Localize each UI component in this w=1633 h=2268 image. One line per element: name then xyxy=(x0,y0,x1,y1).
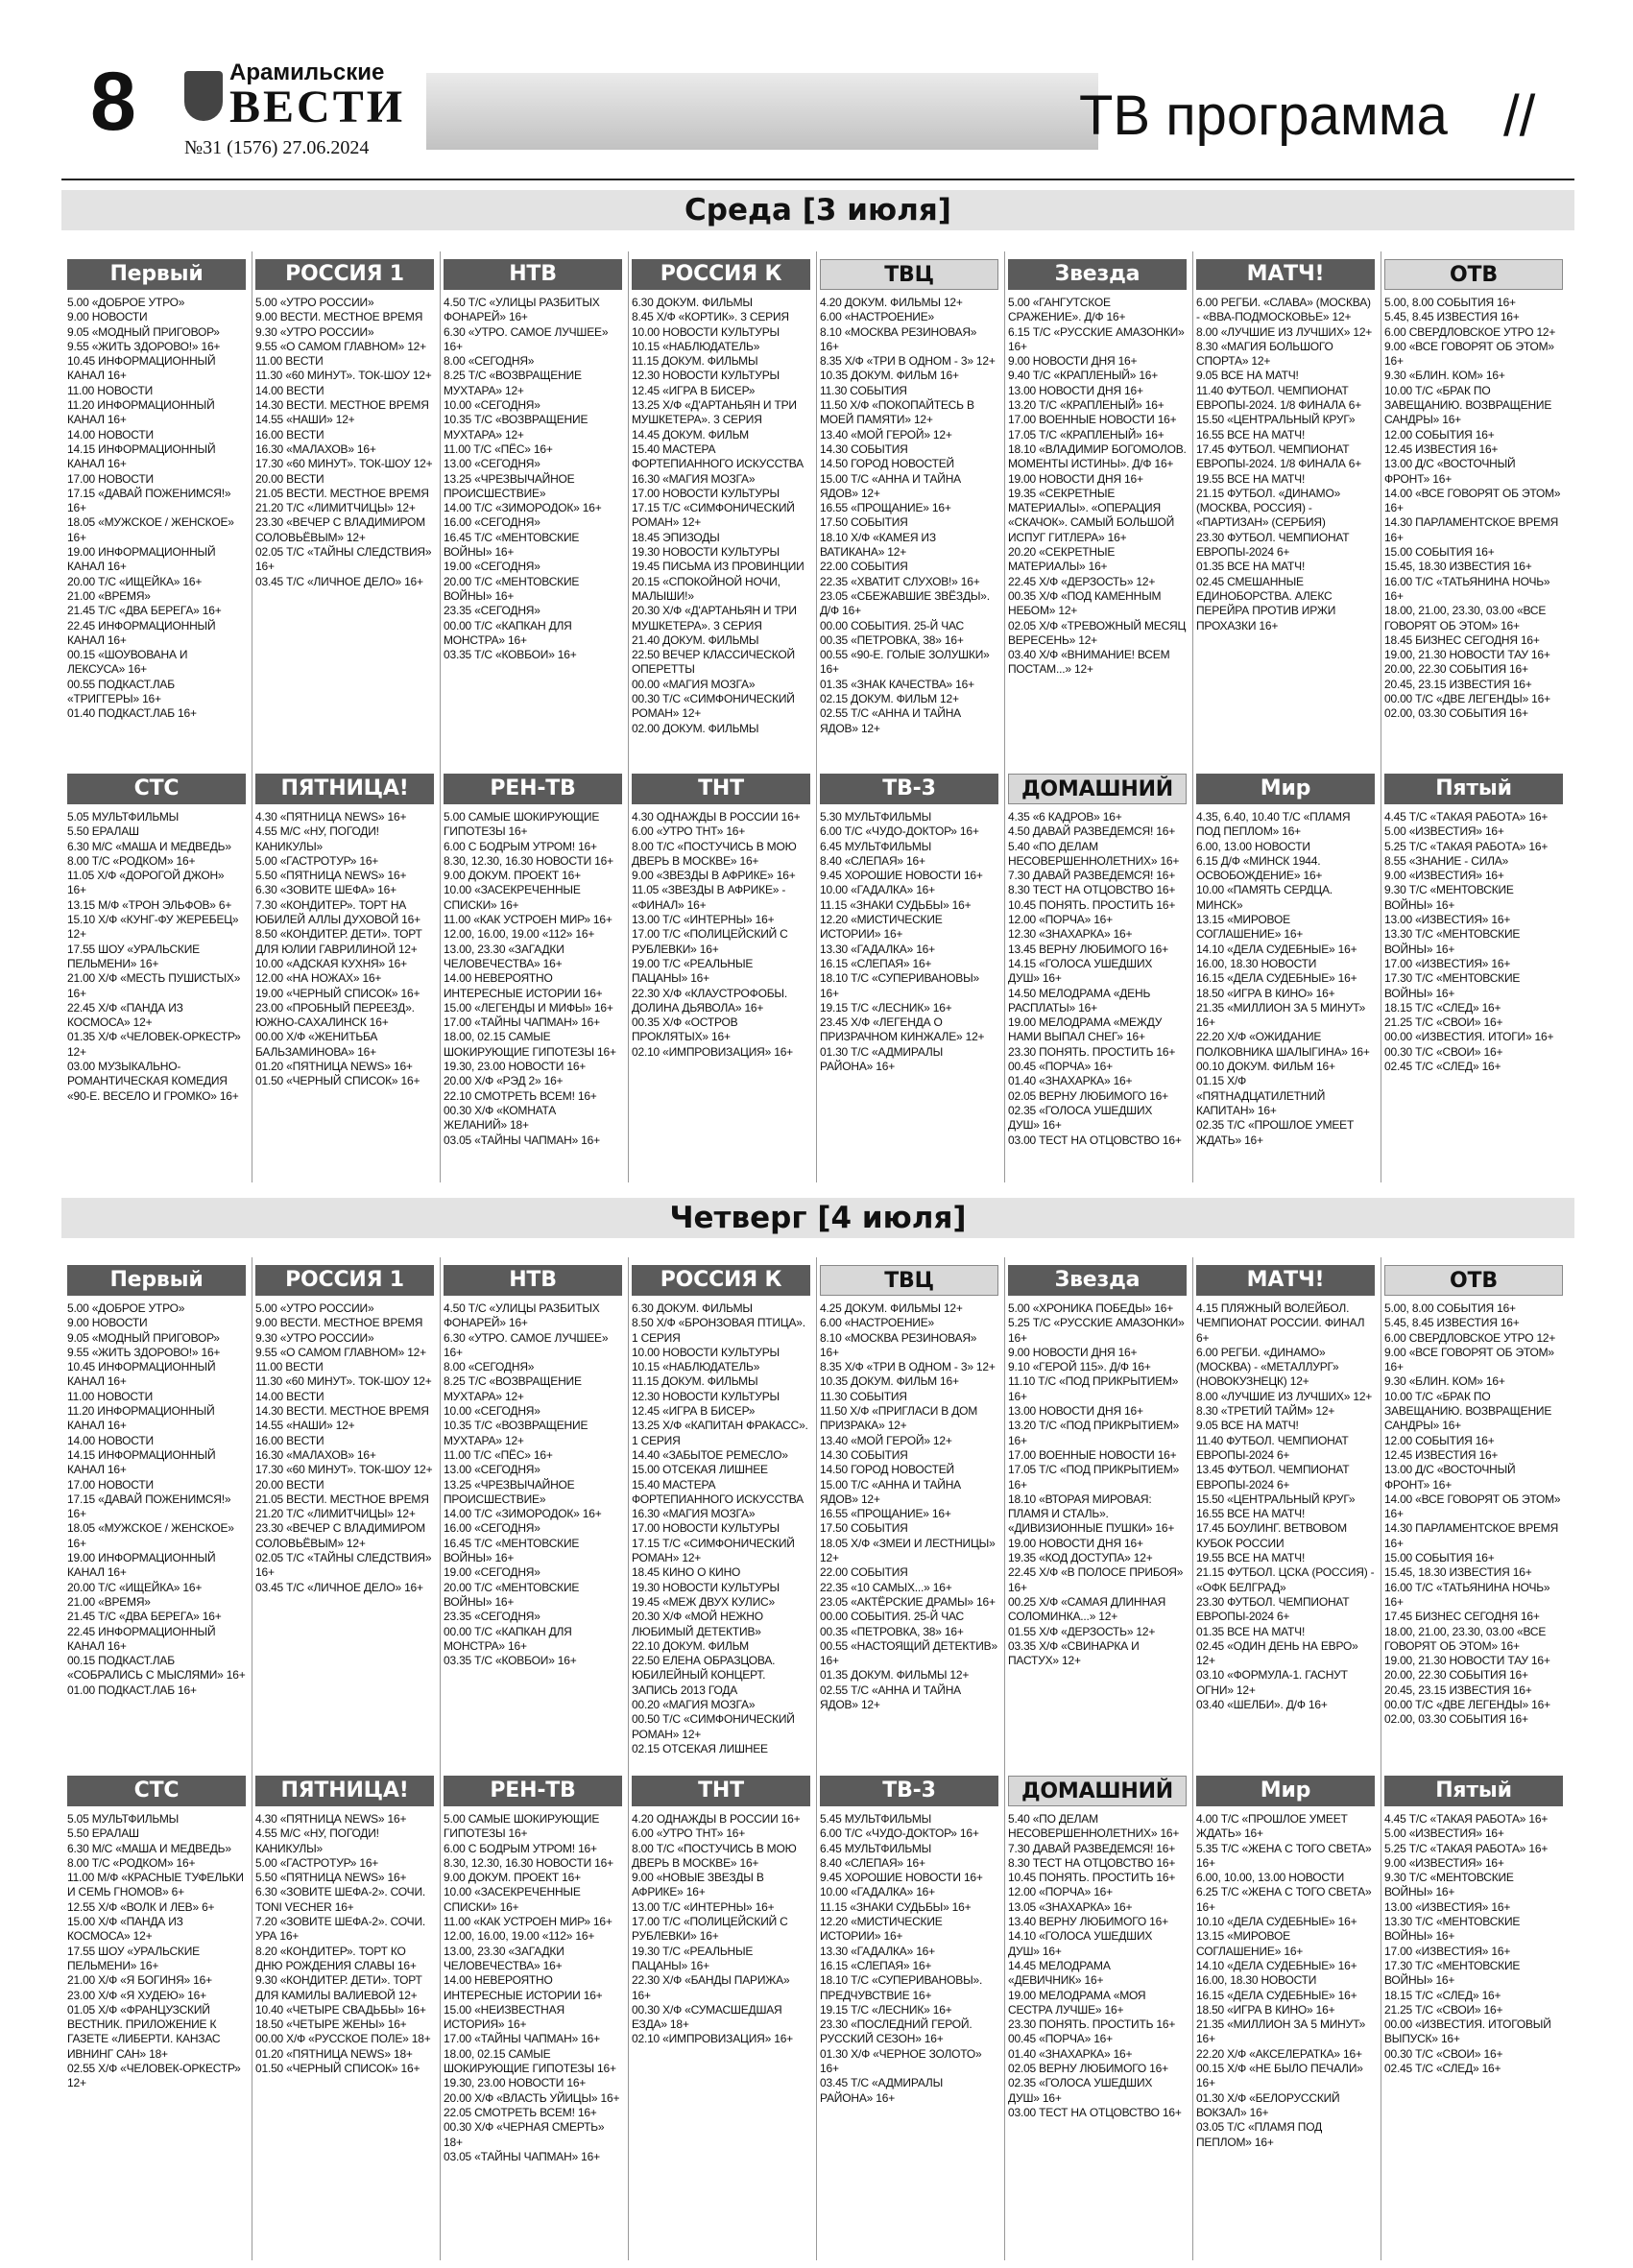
column-divider xyxy=(1004,251,1005,1182)
channel-column xyxy=(632,774,810,1060)
channel-column xyxy=(820,259,998,736)
program-list: 6.30 ДОКУМ. ФИЛЬМЫ 8.45 Х/Ф «КОРТИК». 3 СЕРИЯ 10.00 НОВОСТИ КУЛЬТУРЫ 10.15 «НАБЛЮДАТЕЛЬ» 11.15 ДОКУМ. ФИЛЬМЫ 12.30 НОВОСТИ КУЛЬТУРЫ 12.45 «ИГРА В БИСЕР» 13.25 Х/Ф «Д'АРТАНЬЯН И ТРИ МУШКЕТЕРА». 3 СЕРИЯ 14.45 ДОКУМ. ФИЛЬМ 15.40 МАСТЕРА ФОРТЕПИАННОГО ИСКУССТВА 16.30 «МАГИЯ МОЗГА» 17.00 НОВОСТИ КУЛЬТУРЫ 17.15 Т/С «СИМФОНИЧЕСКИЙ РОМАН» 12+ 18.45 ЭПИЗОДЫ 19.30 НОВОСТИ КУЛЬТУРЫ 19.45 ПИСЬМА ИЗ ПРОВИНЦИИ 20.15 «СПОКОЙНОЙ НОЧИ, МАЛЫШИ!» 20.30 Х/Ф «Д'АРТАНЬЯН И ТРИ МУШКЕТЕРА». 3 СЕРИЯ 21.40 ДОКУМ. ФИЛЬМЫ 22.50 ВЕЧЕР КЛАССИЧЕСКОЙ ОПЕРЕТТЫ 00.00 «МАГИЯ МОЗГА» 00.30 Т/С «СИМФОНИЧЕСКИЙ РОМАН» 12+ 02.00 ДОКУМ. ФИЛЬМЫ xyxy=(632,296,804,735)
program-list: 5.00 САМЫЕ ШОКИРУЮЩИЕ ГИПОТЕЗЫ 16+ 6.00 С БОДРЫМ УТРОМ! 16+ 8.30, 12.30, 16.30 НОВОСТИ 16+ 9.00 ДОКУМ. ПРОЕКТ 16+ 10.00 «ЗАСЕКРЕЧЕННЫЕ СПИСКИ» 16+ 11.00 «КАК УСТРОЕН МИР» 16+ 12.00, 16.00, 19.00 «112» 16+ 13.00, 23.30 «ЗАГАДКИ ЧЕЛОВЕЧЕСТВА» 16+ 14.00 НЕВЕРОЯТНО ИНТЕРЕСНЫЕ ИСТОРИИ 16+ 15.00 «ЛЕГЕНДЫ И МИФЫ» 16+ 17.00 «ТАЙНЫ ЧАПМАН» 16+ 18.00, 02.15 САМЫЕ ШОКИРУЮЩИЕ ГИПОТЕЗЫ 16+ 19.30, 23.00 НОВОСТИ 16+ 20.00 Х/Ф «РЭД 2» 16+ 22.10 СМОТРЕТЬ ВСЕМ! 16+ 00.30 Х/Ф «КОМНАТА ЖЕЛАНИЙ» 18+ 03.05 «ТАЙНЫ ЧАПМАН» 16+ xyxy=(444,810,616,1147)
program-list: 5.00, 8.00 СОБЫТИЯ 16+ 5.45, 8.45 ИЗВЕСТИЯ 16+ 6.00 СВЕРДЛОВСКОЕ УТРО 12+ 9.00 «ВСЕ ГОВОРЯТ ОБ ЭТОМ» 16+ 9.30 «БЛИН. КОМ» 16+ 10.00 Т/С «БРАК ПО ЗАВЕЩАНИЮ. ВОЗВРАЩЕНИЕ САНДРЫ» 16+ 12.00 СОБЫТИЯ 16+ 12.45 ИЗВЕСТИЯ 16+ 13.00 Д/С «ВОСТОЧНЫЙ ФРОНТ» 16+ 14.00 «ВСЕ ГОВОРЯТ ОБ ЭТОМ» 16+ 14.30 ПАРЛАМЕНТСКОЕ ВРЕМЯ 16+ 15.00 СОБЫТИЯ 16+ 15.45, 18.30 ИЗВЕСТИЯ 16+ 16.00 Т/С «ТАТЬЯНИНА НОЧЬ» 16+ 18.00, 21.00, 23.30, 03.00 «ВСЕ ГОВОРЯТ ОБ ЭТОМ» 16+ 18.45 БИЗНЕС СЕГОДНЯ 16+ 19.00, 21.30 НОВОСТИ ТАУ 16+ 20.00, 22.30 СОБЫТИЯ 16+ 20.45, 23.15 ИЗВЕСТИЯ 16+ 00.00 Т/С «ДВЕ ЛЕГЕНДЫ» 16+ 02.00, 03.30 СОБЫТИЯ 16+ xyxy=(1384,296,1561,721)
channel-column xyxy=(67,1265,246,1698)
program-list: 4.20 ДОКУМ. ФИЛЬМЫ 12+ 6.00 «НАСТРОЕНИЕ» 8.10 «МОСКВА РЕЗИНОВАЯ» 16+ 8.35 Х/Ф «ТРИ В ОДНОМ - 3» 12+ 10.35 ДОКУМ. ФИЛЬМ 16+ 11.30 СОБЫТИЯ 11.50 Х/Ф «ПОКОПАЙТЕСЬ В МОЕЙ ПАМЯТИ» 12+ 13.40 «МОЙ ГЕРОЙ» 12+ 14.30 СОБЫТИЯ 14.50 ГОРОД НОВОСТЕЙ 15.00 Т/С «АННА И ТАЙНА ЯДОВ» 12+ 16.55 «ПРОЩАНИЕ» 16+ 17.50 СОБЫТИЯ 18.10 Х/Ф «КАМЕЯ ИЗ ВАТИКАНА» 12+ 22.00 СОБЫТИЯ 22.35 «ХВАТИТ СЛУХОВ!» 16+ 23.05 «СБЕЖАВШИЕ ЗВЁЗДЫ». Д/Ф 16+ 00.00 СОБЫТИЯ. 25-Й ЧАС 00.35 «ПЕТРОВКА, 38» 16+ 00.55 «90-Е. ГОЛЫЕ ЗОЛУШКИ» 16+ 01.35 «ЗНАК КАЧЕСТВА» 16+ 02.15 ДОКУМ. ФИЛЬМ 12+ 02.55 Т/С «АННА И ТАЙНА ЯДОВ» 12+ xyxy=(820,296,996,735)
channel-logo: НТВ xyxy=(444,1265,622,1296)
channel-logo: Звезда xyxy=(1008,1265,1187,1296)
column-divider xyxy=(1192,1257,1193,2260)
program-list: 5.00 «УТРО РОССИИ» 9.00 ВЕСТИ. МЕСТНОЕ ВРЕМЯ 9.30 «УТРО РОССИИ» 9.55 «О САМОМ ГЛАВНОМ» 12+ 11.00 ВЕСТИ 11.30 «60 МИНУТ». ТОК-ШОУ 12+ 14.00 ВЕСТИ 14.30 ВЕСТИ. МЕСТНОЕ ВРЕМЯ 14.55 «НАШИ» 12+ 16.00 ВЕСТИ 16.30 «МАЛАХОВ» 16+ 17.30 «60 МИНУТ». ТОК-ШОУ 12+ 20.00 ВЕСТИ 21.05 ВЕСТИ. МЕСТНОЕ ВРЕМЯ 21.20 Т/С «ЛИМИТЧИЦЫ» 12+ 23.30 «ВЕЧЕР С ВЛАДИМИРОМ СОЛОВЬЁВЫМ» 12+ 02.05 Т/С «ТАЙНЫ СЛЕДСТВИЯ» 16+ 03.45 Т/С «ЛИЧНОЕ ДЕЛО» 16+ xyxy=(255,1301,433,1594)
channel-logo: Звезда xyxy=(1008,259,1187,290)
program-list: 5.00 «ГАНГУТСКОЕ СРАЖЕНИЕ». Д/Ф 16+ 6.15 Т/С «РУССКИЕ АМАЗОНКИ» 16+ 9.00 НОВОСТИ ДНЯ 16+ 9.40 Т/С «КРАПЛЕНЫЙ» 16+ 13.00 НОВОСТИ ДНЯ 16+ 13.20 Т/С «КРАПЛЕНЫЙ» 16+ 17.00 ВОЕННЫЕ НОВОСТИ 16+ 17.05 Т/С «КРАПЛЕНЫЙ» 16+ 18.10 «ВЛАДИМИР БОГОМОЛОВ. МОМЕНТЫ ИСТИНЫ». Д/Ф 16+ 19.00 НОВОСТИ ДНЯ 16+ 19.35 «СЕКРЕТНЫЕ МАТЕРИАЛЫ». «ОПЕРАЦИЯ «СКАЧОК». САМЫЙ БОЛЬШОЙ ИСПУГ ГИТЛЕРА» 16+ 20.20 «СЕКРЕТНЫЕ МАТЕРИАЛЫ» 16+ 22.45 Х/Ф «ДЕРЗОСТЬ» 12+ 00.35 Х/Ф «ПОД КАМЕННЫМ НЕБОМ» 12+ 02.05 Х/Ф «ТРЕВОЖНЫЙ МЕСЯЦ ВЕРЕСЕНЬ» 12+ 03.40 Х/Ф «ВНИМАНИЕ! ВСЕМ ПОСТАМ...» 12+ xyxy=(1008,296,1187,677)
channel-column xyxy=(67,1776,246,2091)
channel-logo: Пятый xyxy=(1384,774,1563,804)
channel-column xyxy=(1196,774,1375,1148)
masthead xyxy=(61,54,1574,180)
header-photo xyxy=(426,73,1098,150)
channel-column xyxy=(1196,1776,1375,2150)
channel-logo: ТВ-3 xyxy=(820,774,998,804)
channel-column xyxy=(1008,259,1187,678)
program-list: 4.45 Т/С «ТАКАЯ РАБОТА» 16+ 5.00 «ИЗВЕСТИЯ» 16+ 5.25 Т/С «ТАКАЯ РАБОТА» 16+ 9.00 «ИЗВЕСТИЯ» 16+ 9.30 Т/С «МЕНТОВСКИЕ ВОЙНЫ» 16+ 13.00 «ИЗВЕСТИЯ» 16+ 13.30 Т/С «МЕНТОВСКИЕ ВОЙНЫ» 16+ 17.00 «ИЗВЕСТИЯ» 16+ 17.30 Т/С «МЕНТОВСКИЕ ВОЙНЫ» 16+ 18.15 Т/С «СЛЕД» 16+ 21.25 Т/С «СВОИ» 16+ 00.00 «ИЗВЕСТИЯ. ИТОГОВЫЙ ВЫПУСК» 16+ 00.30 Т/С «СВОИ» 16+ 02.45 Т/С «СЛЕД» 16+ xyxy=(1384,1812,1551,2076)
channel-column xyxy=(67,774,246,1104)
program-list: 5.40 «ПО ДЕЛАМ НЕСОВЕРШЕННОЛЕТНИХ» 16+ 7.30 ДАВАЙ РАЗВЕДЕМСЯ! 16+ 8.30 ТЕСТ НА ОТЦОВСТВО 16+ 10.45 ПОНЯТЬ. ПРОСТИТЬ 16+ 12.00 «ПОРЧА» 16+ 13.05 «ЗНАХАРКА» 16+ 13.40 ВЕРНУ ЛЮБИМОГО 16+ 14.10 «ГОЛОСА УШЕДШИХ ДУШ» 16+ 14.45 МЕЛОДРАМА «ДЕВИЧНИК» 16+ 19.00 МЕЛОДРАМА «МОЯ СЕСТРА ЛУЧШЕ» 16+ 23.30 ПОНЯТЬ. ПРОСТИТЬ 16+ 00.45 «ПОРЧА» 16+ 01.40 «ЗНАХАРКА» 16+ 02.05 ВЕРНУ ЛЮБИМОГО 16+ 02.35 «ГОЛОСА УШЕДШИХ ДУШ» 16+ 03.00 ТЕСТ НА ОТЦОВСТВО 16+ xyxy=(1008,1812,1182,2119)
channel-column xyxy=(632,1776,810,2047)
channel-logo: Мир xyxy=(1196,1776,1375,1806)
channel-logo: ТНТ xyxy=(632,1776,810,1806)
channel-logo: РОССИЯ 1 xyxy=(255,1265,434,1296)
program-list: 4.35, 6.40, 10.40 Т/С «ПЛАМЯ ПОД ПЕПЛОМ» 16+ 6.00, 13.00 НОВОСТИ 6.15 Д/Ф «МИНСК 1944. ОСВОБОЖДЕНИЕ» 16+ 10.00 «ПАМЯТЬ СЕРДЦА. МИНСК» 13.15 «МИРОВОЕ СОГЛАШЕНИЕ» 16+ 14.10 «ДЕЛА СУДЕБНЫЕ» 16+ 16.00, 18.30 НОВОСТИ 16.15 «ДЕЛА СУДЕБНЫЕ» 16+ 18.50 «ИГРА В КИНО» 16+ 21.35 «МИЛЛИОН ЗА 5 МИНУТ» 16+ 22.20 Х/Ф «ОЖИДАНИЕ ПОЛКОВНИКА ШАЛЫГИНА» 16+ 00.10 ДОКУМ. ФИЛЬМ 16+ 01.15 Х/Ф «ПЯТНАДЦАТИЛЕТНИЙ КАПИТАН» 16+ 02.35 Т/С «ПРОШЛОЕ УМЕЕТ ЖДАТЬ» 16+ xyxy=(1196,810,1370,1147)
column-divider xyxy=(816,251,817,1182)
channel-logo: ТВ-3 xyxy=(820,1776,998,1806)
channel-column xyxy=(1196,259,1375,633)
channel-column xyxy=(1384,1776,1563,2076)
channel-column xyxy=(820,774,998,1074)
channel-logo: Пятый xyxy=(1384,1776,1563,1806)
channel-column xyxy=(1008,1265,1187,1668)
channel-logo: Мир xyxy=(1196,774,1375,804)
channel-logo: РЕН-ТВ xyxy=(444,774,622,804)
channel-column xyxy=(255,1265,434,1595)
channel-column xyxy=(1384,259,1563,722)
channel-column xyxy=(820,1265,998,1712)
program-list: 4.50 Т/С «УЛИЦЫ РАЗБИТЫХ ФОНАРЕЙ» 16+ 6.30 «УТРО. САМОЕ ЛУЧШЕЕ» 16+ 8.00 «СЕГОДНЯ» 8.25 Т/С «ВОЗВРАЩЕНИЕ МУХТАРА» 12+ 10.00 «СЕГОДНЯ» 10.35 Т/С «ВОЗВРАЩЕНИЕ МУХТАРА» 12+ 11.00 Т/С «ПЁС» 16+ 13.00 «СЕГОДНЯ» 13.25 «ЧРЕЗВЫЧАЙНОЕ ПРОИСШЕСТВИЕ» 14.00 Т/С «ЗИМОРОДОК» 16+ 16.00 «СЕГОДНЯ» 16.45 Т/С «МЕНТОВСКИЕ ВОЙНЫ» 16+ 19.00 «СЕГОДНЯ» 20.00 Т/С «МЕНТОВСКИЕ ВОЙНЫ» 16+ 23.35 «СЕГОДНЯ» 00.00 Т/С «КАПКАН ДЛЯ МОНСТРА» 16+ 03.35 Т/С «КОВБОИ» 16+ xyxy=(444,296,609,662)
newspaper-name-top: Арамильские xyxy=(229,60,385,85)
column-divider xyxy=(1192,251,1193,1182)
channel-logo: ДОМАШНИЙ xyxy=(1008,774,1187,804)
program-list: 5.05 МУЛЬТФИЛЬМЫ 5.50 ЕРАЛАШ 6.30 М/С «МАША И МЕДВЕДЬ» 8.00 Т/С «РОДКОМ» 16+ 11.00 М/Ф «КРАСНЫЕ ТУФЕЛЬКИ И СЕМЬ ГНОМОВ» 6+ 12.55 Х/Ф «ВОЛК И ЛЕВ» 6+ 15.00 Х/Ф «ПАНДА ИЗ КОСМОСА» 12+ 17.55 ШОУ «УРАЛЬСКИЕ ПЕЛЬМЕНИ» 16+ 21.00 Х/Ф «Я БОГИНЯ» 16+ 23.00 Х/Ф «Я ХУДЕЮ» 16+ 01.05 Х/Ф «ФРАНЦУЗСКИЙ ВЕСТНИК. ПРИЛОЖЕНИЕ К ГАЗЕТЕ «ЛИБЕРТИ. КАНЗАС ИВНИНГ САН» 18+ 02.55 Х/Ф «ЧЕЛОВЕК-ОРКЕСТР» 12+ xyxy=(67,1812,244,2090)
channel-column xyxy=(67,259,246,722)
program-list: 5.00 «ХРОНИКА ПОБЕДЫ» 16+ 5.25 Т/С «РУССКИЕ АМАЗОНКИ» 16+ 9.00 НОВОСТИ ДНЯ 16+ 9.10 «ГЕРОЙ 115». Д/Ф 16+ 11.10 Т/С «ПОД ПРИКРЫТИЕМ» 16+ 13.00 НОВОСТИ ДНЯ 16+ 13.20 Т/С «ПОД ПРИКРЫТИЕМ» 16+ 17.00 ВОЕННЫЕ НОВОСТИ 16+ 17.05 Т/С «ПОД ПРИКРЫТИЕМ» 16+ 18.10 «ВТОРАЯ МИРОВАЯ: ПЛАМЯ И СТАЛЬ». «ДИВИЗИОННЫЕ ПУШКИ» 16+ 19.00 НОВОСТИ ДНЯ 16+ 19.35 «КОД ДОСТУПА» 12+ 22.45 Х/Ф «В ПОЛОСЕ ПРИБОЯ» 16+ 00.25 Х/Ф «САМАЯ ДЛИННАЯ СОЛОМИНКА...» 12+ 01.55 Х/Ф «ДЕРЗОСТЬ» 12+ 03.35 Х/Ф «СВИНАРКА И ПАСТУХ» 12+ xyxy=(1008,1301,1185,1668)
channel-logo: СТС xyxy=(67,774,246,804)
program-list: 6.30 ДОКУМ. ФИЛЬМЫ 8.50 Х/Ф «БРОНЗОВАЯ ПТИЦА». 1 СЕРИЯ 10.00 НОВОСТИ КУЛЬТУРЫ 10.15 «НАБЛЮДАТЕЛЬ» 11.15 ДОКУМ. ФИЛЬМЫ 12.30 НОВОСТИ КУЛЬТУРЫ 12.45 «ИГРА В БИСЕР» 13.25 Х/Ф «КАПИТАН ФРАКАСС». 1 СЕРИЯ 14.40 «ЗАБЫТОЕ РЕМЕСЛО» 15.00 ОТСЕКАЯ ЛИШНЕЕ 15.40 МАСТЕРА ФОРТЕПИАННОГО ИСКУССТВА 16.30 «МАГИЯ МОЗГА» 17.00 НОВОСТИ КУЛЬТУРЫ 17.15 Т/С «СИМФОНИЧЕСКИЙ РОМАН» 12+ 18.45 КИНО О КИНО 19.30 НОВОСТИ КУЛЬТУРЫ 19.45 «МЕЖ ДВУХ КУЛИС» 20.30 Х/Ф «МОЙ НЕЖНО ЛЮБИМЫЙ ДЕТЕКТИВ» 22.10 ДОКУМ. ФИЛЬМ 22.50 ЕЛЕНА ОБРАЗЦОВА. ЮБИЛЕЙНЫЙ КОНЦЕРТ. ЗАПИСЬ 2013 ГОДА 00.20 «МАГИЯ МОЗГА» 00.50 Т/С «СИМФОНИЧЕСКИЙ РОМАН» 12+ 02.15 ОТСЕКАЯ ЛИШНЕЕ xyxy=(632,1301,808,1755)
channel-column xyxy=(444,1776,622,2164)
channel-logo: НТВ xyxy=(444,259,622,290)
day-title-wednesday: Среда [3 июля] xyxy=(61,190,1574,230)
channel-column xyxy=(1008,774,1187,1148)
channel-logo: Первый xyxy=(67,1265,246,1296)
channel-logo: ОТВ xyxy=(1384,259,1563,290)
section-mark: // xyxy=(1503,84,1536,148)
program-list: 5.30 МУЛЬТФИЛЬМЫ 6.00 Т/С «ЧУДО-ДОКТОР» 16+ 6.45 МУЛЬТФИЛЬМЫ 8.40 «СЛЕПАЯ» 16+ 9.45 ХОРОШИЕ НОВОСТИ 16+ 10.00 «ГАДАЛКА» 16+ 11.15 «ЗНАКИ СУДЬБЫ» 16+ 12.20 «МИСТИЧЕСКИЕ ИСТОРИИ» 16+ 13.30 «ГАДАЛКА» 16+ 16.15 «СЛЕПАЯ» 16+ 18.10 Т/С «СУПЕРИВАНОВЫ» 16+ 19.15 Т/С «ЛЕСНИК» 16+ 23.45 Х/Ф «ЛЕГЕНДА О ПРИЗРАЧНОМ КИНЖАЛЕ» 12+ 01.30 Т/С «АДМИРАЛЫ РАЙОНА» 16+ xyxy=(820,810,985,1074)
channel-logo: РЕН-ТВ xyxy=(444,1776,622,1806)
channel-logo: ПЯТНИЦА! xyxy=(255,1776,434,1806)
newspaper-name: ВЕСТИ xyxy=(229,82,406,132)
program-list: 5.00, 8.00 СОБЫТИЯ 16+ 5.45, 8.45 ИЗВЕСТИЯ 16+ 6.00 СВЕРДЛОВСКОЕ УТРО 12+ 9.00 «ВСЕ ГОВОРЯТ ОБ ЭТОМ» 16+ 9.30 «БЛИН. КОМ» 16+ 10.00 Т/С «БРАК ПО ЗАВЕЩАНИЮ. ВОЗВРАЩЕНИЕ САНДРЫ» 16+ 12.00 СОБЫТИЯ 16+ 12.45 ИЗВЕСТИЯ 16+ 13.00 Д/С «ВОСТОЧНЫЙ ФРОНТ» 16+ 14.00 «ВСЕ ГОВОРЯТ ОБ ЭТОМ» 16+ 14.30 ПАРЛАМЕНТСКОЕ ВРЕМЯ 16+ 15.00 СОБЫТИЯ 16+ 15.45, 18.30 ИЗВЕСТИЯ 16+ 16.00 Т/С «ТАТЬЯНИНА НОЧЬ» 16+ 17.45 БИЗНЕС СЕГОДНЯ 16+ 18.00, 21.00, 23.30, 03.00 «ВСЕ ГОВОРЯТ ОБ ЭТОМ» 16+ 19.00, 21.30 НОВОСТИ ТАУ 16+ 20.00, 22.30 СОБЫТИЯ 16+ 20.45, 23.15 ИЗВЕСТИЯ 16+ 00.00 Т/С «ДВЕ ЛЕГЕНДЫ» 16+ 02.00, 03.30 СОБЫТИЯ 16+ xyxy=(1384,1301,1561,1727)
channel-logo: ОТВ xyxy=(1384,1265,1563,1296)
coat-of-arms-icon xyxy=(184,71,223,121)
program-list: 6.00 РЕГБИ. «СЛАВА» (МОСКВА) - «ВВА-ПОДМОСКОВЬЕ» 12+ 8.00 «ЛУЧШИЕ ИЗ ЛУЧШИХ» 12+ 8.30 «МАГИЯ БОЛЬШОГО СПОРТА» 12+ 9.05 ВСЕ НА МАТЧ! 11.40 ФУТБОЛ. ЧЕМПИОНАТ ЕВРОПЫ-2024. 1/8 ФИНАЛА 6+ 15.50 «ЦЕНТРАЛЬНЫЙ КРУГ» 16.55 ВСЕ НА МАТЧ! 17.45 ФУТБОЛ. ЧЕМПИОНАТ ЕВРОПЫ-2024. 1/8 ФИНАЛА 6+ 19.55 ВСЕ НА МАТЧ! 21.15 ФУТБОЛ. «ДИНАМО» (МОСКВА, РОССИЯ) - «ПАРТИЗАН» (СЕРБИЯ) 23.30 ФУТБОЛ. ЧЕМПИОНАТ ЕВРОПЫ-2024 6+ 01.35 ВСЕ НА МАТЧ! 02.45 СМЕШАННЫЕ ЕДИНОБОРСТВА. АЛЕКС ПЕРЕЙРА ПРОТИВ ИРЖИ ПРОХАЗКИ 16+ xyxy=(1196,296,1373,633)
channel-logo: РОССИЯ К xyxy=(632,1265,810,1296)
program-list: 4.45 Т/С «ТАКАЯ РАБОТА» 16+ 5.00 «ИЗВЕСТИЯ» 16+ 5.25 Т/С «ТАКАЯ РАБОТА» 16+ 8.55 «ЗНАНИЕ - СИЛА» 9.00 «ИЗВЕСТИЯ» 16+ 9.30 Т/С «МЕНТОВСКИЕ ВОЙНЫ» 16+ 13.00 «ИЗВЕСТИЯ» 16+ 13.30 Т/С «МЕНТОВСКИЕ ВОЙНЫ» 16+ 17.00 «ИЗВЕСТИЯ» 16+ 17.30 Т/С «МЕНТОВСКИЕ ВОЙНЫ» 16+ 18.15 Т/С «СЛЕД» 16+ 21.25 Т/С «СВОИ» 16+ 00.00 «ИЗВЕСТИЯ. ИТОГИ» 16+ 00.30 Т/С «СВОИ» 16+ 02.45 Т/С «СЛЕД» 16+ xyxy=(1384,810,1554,1074)
channel-column xyxy=(1008,1776,1187,2120)
channel-logo: МАТЧ! xyxy=(1196,1265,1375,1296)
program-list: 4.30 «ПЯТНИЦА NEWS» 16+ 4.55 М/С «НУ, ПОГОДИ! КАНИКУЛЫ» 5.00 «ГАСТРОТУР» 16+ 5.50 «ПЯТНИЦА NEWS» 16+ 6.30 «ЗОВИТЕ ШЕФА-2». СОЧИ. TONI VECHER 16+ 7.20 «ЗОВИТЕ ШЕФА-2». СОЧИ. УРА 16+ 8.20 «КОНДИТЕР». ТОРТ КО ДНЮ РОЖДЕНИЯ СЛАВЫ 16+ 9.30 «КОНДИТЕР. ДЕТИ». ТОРТ ДЛЯ КАМИЛЫ ВАЛИЕВОЙ 12+ 10.40 «ЧЕТЫРЕ СВАДЬБЫ» 16+ 18.50 «ЧЕТЫРЕ ЖЕНЫ» 16+ 00.00 Х/Ф «РУССКОЕ ПОЛЕ» 18+ 01.20 «ПЯТНИЦА NEWS» 18+ 01.50 «ЧЕРНЫЙ СПИСОК» 16+ xyxy=(255,1812,431,2076)
issue-info: №31 (1576) 27.06.2024 xyxy=(184,137,370,158)
channel-column xyxy=(255,259,434,589)
column-divider xyxy=(1004,1257,1005,2260)
channel-logo: ТНТ xyxy=(632,774,810,804)
column-divider xyxy=(816,1257,817,2260)
channel-column xyxy=(1196,1265,1375,1712)
channel-column xyxy=(255,774,434,1089)
channel-logo: ДОМАШНИЙ xyxy=(1008,1776,1187,1806)
channel-logo: МАТЧ! xyxy=(1196,259,1375,290)
day-title-thursday: Четверг [4 июля] xyxy=(61,1198,1574,1238)
channel-logo: ТВЦ xyxy=(820,259,998,290)
channel-logo: РОССИЯ 1 xyxy=(255,259,434,290)
column-divider xyxy=(440,1257,441,2260)
channel-column xyxy=(820,1776,998,2106)
channel-logo: ТВЦ xyxy=(820,1265,998,1296)
channel-column xyxy=(255,1776,434,2076)
program-list: 4.30 «ПЯТНИЦА NEWS» 16+ 4.55 М/С «НУ, ПОГОДИ! КАНИКУЛЫ» 5.00 «ГАСТРОТУР» 16+ 5.50 «ПЯТНИЦА NEWS» 16+ 6.30 «ЗОВИТЕ ШЕФА» 16+ 7.30 «КОНДИТЕР». ТОРТ НА ЮБИЛЕЙ АЛЛЫ ДУХОВОЙ 16+ 8.50 «КОНДИТЕР. ДЕТИ». ТОРТ ДЛЯ ЮЛИИ ГАВРИЛИНОЙ 12+ 10.00 «АДСКАЯ КУХНЯ» 16+ 12.00 «НА НОЖАХ» 16+ 19.00 «ЧЕРНЫЙ СПИСОК» 16+ 23.00 «ПРОБНЫЙ ПЕРЕЕЗД». ЮЖНО-САХАЛИНСК 16+ 00.00 Х/Ф «ЖЕНИТЬБА БАЛЬЗАМИНОВА» 16+ 01.20 «ПЯТНИЦА NEWS» 16+ 01.50 «ЧЕРНЫЙ СПИСОК» 16+ xyxy=(255,810,422,1088)
program-list: 4.15 ПЛЯЖНЫЙ ВОЛЕЙБОЛ. ЧЕМПИОНАТ РОССИИ. ФИНАЛ 6+ 6.00 РЕГБИ. «ДИНАМО» (МОСКВА) - «МЕТАЛЛУРГ» (НОВОКУЗНЕЦК) 12+ 8.00 «ЛУЧШИЕ ИЗ ЛУЧШИХ» 12+ 8.30 «ТРЕТИЙ ТАЙМ» 12+ 9.05 ВСЕ НА МАТЧ! 11.40 ФУТБОЛ. ЧЕМПИОНАТ ЕВРОПЫ-2024 6+ 13.45 ФУТБОЛ. ЧЕМПИОНАТ ЕВРОПЫ-2024 6+ 15.50 «ЦЕНТРАЛЬНЫЙ КРУГ» 16.55 ВСЕ НА МАТЧ! 17.45 БОУЛИНГ. ВЕТВОВОМ КУБОК РОССИИ 19.55 ВСЕ НА МАТЧ! 21.15 ФУТБОЛ. ЦСКА (РОССИЯ) - «ОФК БЕЛГРАД» 23.30 ФУТБОЛ. ЧЕМПИОНАТ ЕВРОПЫ-2024 6+ 01.35 ВСЕ НА МАТЧ! 02.45 «ОДИН ДЕНЬ НА ЕВРО» 12+ 03.10 «ФОРМУЛА-1. ГАСНУТ ОГНИ» 12+ 03.40 «ШЕЛБИ». Д/Ф 16+ xyxy=(1196,1301,1375,1712)
program-list: 4.25 ДОКУМ. ФИЛЬМЫ 12+ 6.00 «НАСТРОЕНИЕ» 8.10 «МОСКВА РЕЗИНОВАЯ» 16+ 8.35 Х/Ф «ТРИ В ОДНОМ - 3» 12+ 10.35 ДОКУМ. ФИЛЬМ 16+ 11.30 СОБЫТИЯ 11.50 Х/Ф «ПРИГЛАСИ В ДОМ ПРИЗРАКА» 12+ 13.40 «МОЙ ГЕРОЙ» 12+ 14.30 СОБЫТИЯ 14.50 ГОРОД НОВОСТЕЙ 15.00 Т/С «АННА И ТАЙНА ЯДОВ» 12+ 16.55 «ПРОЩАНИЕ» 16+ 17.50 СОБЫТИЯ 18.05 Х/Ф «ЗМЕИ И ЛЕСТНИЦЫ» 12+ 22.00 СОБЫТИЯ 22.35 «10 САМЫХ...» 16+ 23.05 «АКТЁРСКИЕ ДРАМЫ» 16+ 00.00 СОБЫТИЯ. 25-Й ЧАС 00.35 «ПЕТРОВКА, 38» 16+ 00.55 «НАСТОЯЩИЙ ДЕТЕКТИВ» 16+ 01.35 ДОКУМ. ФИЛЬМЫ 12+ 02.55 Т/С «АННА И ТАЙНА ЯДОВ» 12+ xyxy=(820,1301,997,1712)
program-list: 5.45 МУЛЬТФИЛЬМЫ 6.00 Т/С «ЧУДО-ДОКТОР» 16+ 6.45 МУЛЬТФИЛЬМЫ 8.40 «СЛЕПАЯ» 16+ 9.45 ХОРОШИЕ НОВОСТИ 16+ 10.00 «ГАДАЛКА» 16+ 11.15 «ЗНАКИ СУДЬБЫ» 16+ 12.20 «МИСТИЧЕСКИЕ ИСТОРИИ» 16+ 13.30 «ГАДАЛКА» 16+ 16.15 «СЛЕПАЯ» 16+ 18.10 Т/С «СУПЕРИВАНОВЫ». ПРЕДЧУВСТВИЕ 16+ 19.15 Т/С «ЛЕСНИК» 16+ 23.30 «ПОСЛЕДНИЙ ГЕРОЙ. РУССКИЙ СЕЗОН» 16+ 01.30 Х/Ф «ЧЕРНОЕ ЗОЛОТО» 16+ 03.45 Т/С «АДМИРАЛЫ РАЙОНА» 16+ xyxy=(820,1812,983,2105)
channel-logo: СТС xyxy=(67,1776,246,1806)
section-title: ТВ программа xyxy=(1079,84,1448,147)
program-list: 5.00 «ДОБРОЕ УТРО» 9.00 НОВОСТИ 9.05 «МОДНЫЙ ПРИГОВОР» 9.55 «ЖИТЬ ЗДОРОВО!» 16+ 10.45 ИНФОРМАЦИОННЫЙ КАНАЛ 16+ 11.00 НОВОСТИ 11.20 ИНФОРМАЦИОННЫЙ КАНАЛ 16+ 14.00 НОВОСТИ 14.15 ИНФОРМАЦИОННЫЙ КАНАЛ 16+ 17.00 НОВОСТИ 17.15 «ДАВАЙ ПОЖЕНИМСЯ!» 16+ 18.05 «МУЖСКОЕ / ЖЕНСКОЕ» 16+ 19.00 ИНФОРМАЦИОННЫЙ КАНАЛ 16+ 20.00 Т/С «ИЩЕЙКА» 16+ 21.00 «ВРЕМЯ» 21.45 Т/С «ДВА БЕРЕГА» 16+ 22.45 ИНФОРМАЦИОННЫЙ КАНАЛ 16+ 00.15 ПОДКАСТ.ЛАБ «СОБРАЛИСЬ С МЫСЛЯМИ» 16+ 01.00 ПОДКАСТ.ЛАБ 16+ xyxy=(67,1301,246,1697)
channel-logo: ПЯТНИЦА! xyxy=(255,774,434,804)
channel-logo: РОССИЯ К xyxy=(632,259,810,290)
channel-column xyxy=(1384,774,1563,1074)
program-list: 4.50 Т/С «УЛИЦЫ РАЗБИТЫХ ФОНАРЕЙ» 16+ 6.30 «УТРО. САМОЕ ЛУЧШЕЕ» 16+ 8.00 «СЕГОДНЯ» 8.25 Т/С «ВОЗВРАЩЕНИЕ МУХТАРА» 12+ 10.00 «СЕГОДНЯ» 10.35 Т/С «ВОЗВРАЩЕНИЕ МУХТАРА» 12+ 11.00 Т/С «ПЁС» 16+ 13.00 «СЕГОДНЯ» 13.25 «ЧРЕЗВЫЧАЙНОЕ ПРОИСШЕСТВИЕ» 14.00 Т/С «ЗИМОРОДОК» 16+ 16.00 «СЕГОДНЯ» 16.45 Т/С «МЕНТОВСКИЕ ВОЙНЫ» 16+ 19.00 «СЕГОДНЯ» 20.00 Т/С «МЕНТОВСКИЕ ВОЙНЫ» 16+ 23.35 «СЕГОДНЯ» 00.00 Т/С «КАПКАН ДЛЯ МОНСТРА» 16+ 03.35 Т/С «КОВБОИ» 16+ xyxy=(444,1301,609,1668)
channel-column xyxy=(632,259,810,736)
channel-column xyxy=(444,774,622,1148)
program-list: 4.30 ОДНАЖДЫ В РОССИИ 16+ 6.00 «УТРО ТНТ» 16+ 8.00 Т/С «ПОСТУЧИСЬ В МОЮ ДВЕРЬ В МОСКВЕ» 16+ 9.00 «ЗВЕЗДЫ В АФРИКЕ» 16+ 11.05 «ЗВЕЗДЫ В АФРИКЕ» - «ФИНАЛ» 16+ 13.00 Т/С «ИНТЕРНЫ» 16+ 17.00 Т/С «ПОЛИЦЕЙСКИЙ С РУБЛЕВКИ» 16+ 19.00 Т/С «РЕАЛЬНЫЕ ПАЦАНЫ» 16+ 22.30 Х/Ф «КЛАУСТРОФОБЫ. ДОЛИНА ДЬЯВОЛА» 16+ 00.35 Х/Ф «ОСТРОВ ПРОКЛЯТЫХ» 16+ 02.10 «ИМПРОВИЗАЦИЯ» 16+ xyxy=(632,810,801,1059)
program-list: 4.20 ОДНАЖДЫ В РОССИИ 16+ 6.00 «УТРО ТНТ» 16+ 8.00 Т/С «ПОСТУЧИСЬ В МОЮ ДВЕРЬ В МОСКВЕ» 16+ 9.00 «НОВЫЕ ЗВЕЗДЫ В АФРИКЕ» 16+ 13.00 Т/С «ИНТЕРНЫ» 16+ 17.00 Т/С «ПОЛИЦЕЙСКИЙ С РУБЛЕВКИ» 16+ 19.30 Т/С «РЕАЛЬНЫЕ ПАЦАНЫ» 16+ 22.30 Х/Ф «БАНДЫ ПАРИЖА» 16+ 00.30 Х/Ф «СУМАСШЕДШАЯ ЕЗДА» 18+ 02.10 «ИМПРОВИЗАЦИЯ» 16+ xyxy=(632,1812,801,2046)
channel-column xyxy=(444,1265,622,1668)
page-number: 8 xyxy=(90,56,136,148)
program-list: 5.00 САМЫЕ ШОКИРУЮЩИЕ ГИПОТЕЗЫ 16+ 6.00 С БОДРЫМ УТРОМ! 16+ 8.30, 12.30, 16.30 НОВОСТИ 16+ 9.00 ДОКУМ. ПРОЕКТ 16+ 10.00 «ЗАСЕКРЕЧЕННЫЕ СПИСКИ» 16+ 11.00 «КАК УСТРОЕН МИР» 16+ 12.00, 16.00, 19.00 «112» 16+ 13.00, 23.30 «ЗАГАДКИ ЧЕЛОВЕЧЕСТВА» 16+ 14.00 НЕВЕРОЯТНО ИНТЕРЕСНЫЕ ИСТОРИИ 16+ 15.00 «НЕИЗВЕСТНАЯ ИСТОРИЯ» 16+ 17.00 «ТАЙНЫ ЧАПМАН» 16+ 18.00, 02.15 САМЫЕ ШОКИРУЮЩИЕ ГИПОТЕЗЫ 16+ 19.30, 23.00 НОВОСТИ 16+ 20.00 Х/Ф «ВЛАСТЬ УЙИЦЫ» 16+ 22.05 СМОТРЕТЬ ВСЕМ! 16+ 00.30 Х/Ф «ЧЕРНАЯ СМЕРТЬ» 18+ 03.05 «ТАЙНЫ ЧАПМАН» 16+ xyxy=(444,1812,620,2163)
program-list: 4.00 Т/С «ПРОШЛОЕ УМЕЕТ ЖДАТЬ» 16+ 5.35 Т/С «ЖЕНА С ТОГО СВЕТА» 16+ 6.00, 10.00, 13.00 НОВОСТИ 6.25 Т/С «ЖЕНА С ТОГО СВЕТА» 16+ 10.10 «ДЕЛА СУДЕБНЫЕ» 16+ 13.15 «МИРОВОЕ СОГЛАШЕНИЕ» 16+ 14.10 «ДЕЛА СУДЕБНЫЕ» 16+ 16.00, 18.30 НОВОСТИ 16.15 «ДЕЛА СУДЕБНЫЕ» 16+ 18.50 «ИГРА В КИНО» 16+ 21.35 «МИЛЛИОН ЗА 5 МИНУТ» 16+ 22.20 Х/Ф «АКСЕЛЕРАТКА» 16+ 00.15 Х/Ф «НЕ БЫЛО ПЕЧАЛИ» 16+ 01.30 Х/Ф «БЕЛОРУССКИЙ ВОКЗАЛ» 16+ 03.05 Т/С «ПЛАМЯ ПОД ПЕПЛОМ» 16+ xyxy=(1196,1812,1372,2149)
column-divider xyxy=(440,251,441,1182)
program-list: 5.05 МУЛЬТФИЛЬМЫ 5.50 ЕРАЛАШ 6.30 М/С «МАША И МЕДВЕДЬ» 8.00 Т/С «РОДКОМ» 16+ 11.05 Х/Ф «ДОРОГОЙ ДЖОН» 16+ 13.15 М/Ф «ТРОН ЭЛЬФОВ» 6+ 15.10 Х/Ф «КУНГ-ФУ ЖЕРЕБЕЦ» 12+ 17.55 ШОУ «УРАЛЬСКИЕ ПЕЛЬМЕНИ» 16+ 21.00 Х/Ф «МЕСТЬ ПУШИСТЫХ» 16+ 22.45 Х/Ф «ПАНДА ИЗ КОСМОСА» 12+ 01.35 Х/Ф «ЧЕЛОВЕК-ОРКЕСТР» 12+ 03.00 МУЗЫКАЛЬНО-РОМАНТИЧЕСКАЯ КОМЕДИЯ «90-Е. ВЕСЕЛО И ГРОМКО» 16+ xyxy=(67,810,241,1103)
program-list: 5.00 «ДОБРОЕ УТРО» 9.00 НОВОСТИ 9.05 «МОДНЫЙ ПРИГОВОР» 9.55 «ЖИТЬ ЗДОРОВО!» 16+ 10.45 ИНФОРМАЦИОННЫЙ КАНАЛ 16+ 11.00 НОВОСТИ 11.20 ИНФОРМАЦИОННЫЙ КАНАЛ 16+ 14.00 НОВОСТИ 14.15 ИНФОРМАЦИОННЫЙ КАНАЛ 16+ 17.00 НОВОСТИ 17.15 «ДАВАЙ ПОЖЕНИМСЯ!» 16+ 18.05 «МУЖСКОЕ / ЖЕНСКОЕ» 16+ 19.00 ИНФОРМАЦИОННЫЙ КАНАЛ 16+ 20.00 Т/С «ИЩЕЙКА» 16+ 21.00 «ВРЕМЯ» 21.45 Т/С «ДВА БЕРЕГА» 16+ 22.45 ИНФОРМАЦИОННЫЙ КАНАЛ 16+ 00.15 «ШОУВОВАНА И ЛЕКСУСА» 16+ 00.55 ПОДКАСТ.ЛАБ «ТРИГГЕРЫ» 16+ 01.40 ПОДКАСТ.ЛАБ 16+ xyxy=(67,296,234,721)
channel-logo: Первый xyxy=(67,259,246,290)
channel-column xyxy=(444,259,622,662)
column-divider xyxy=(628,251,629,1182)
program-list: 5.00 «УТРО РОССИИ» 9.00 ВЕСТИ. МЕСТНОЕ ВРЕМЯ 9.30 «УТРО РОССИИ» 9.55 «О САМОМ ГЛАВНОМ» 12+ 11.00 ВЕСТИ 11.30 «60 МИНУТ». ТОК-ШОУ 12+ 14.00 ВЕСТИ 14.30 ВЕСТИ. МЕСТНОЕ ВРЕМЯ 14.55 «НАШИ» 12+ 16.00 ВЕСТИ 16.30 «МАЛАХОВ» 16+ 17.30 «60 МИНУТ». ТОК-ШОУ 12+ 20.00 ВЕСТИ 21.05 ВЕСТИ. МЕСТНОЕ ВРЕМЯ 21.20 Т/С «ЛИМИТЧИЦЫ» 12+ 23.30 «ВЕЧЕР С ВЛАДИМИРОМ СОЛОВЬЁВЫМ» 12+ 02.05 Т/С «ТАЙНЫ СЛЕДСТВИЯ» 16+ 03.45 Т/С «ЛИЧНОЕ ДЕЛО» 16+ xyxy=(255,296,433,588)
channel-column xyxy=(632,1265,810,1756)
channel-column xyxy=(1384,1265,1563,1728)
program-list: 4.35 «6 КАДРОВ» 16+ 4.50 ДАВАЙ РАЗВЕДЕМСЯ! 16+ 5.40 «ПО ДЕЛАМ НЕСОВЕРШЕННОЛЕТНИХ» 16+ 7.30 ДАВАЙ РАЗВЕДЕМСЯ! 16+ 8.30 ТЕСТ НА ОТЦОВСТВО 16+ 10.45 ПОНЯТЬ. ПРОСТИТЬ 16+ 12.00 «ПОРЧА» 16+ 12.30 «ЗНАХАРКА» 16+ 13.45 ВЕРНУ ЛЮБИМОГО 16+ 14.15 «ГОЛОСА УШЕДШИХ ДУШ» 16+ 14.50 МЕЛОДРАМА «ДЕНЬ РАСПЛАТЫ» 16+ 19.00 МЕЛОДРАМА «МЕЖДУ НАМИ ВЫПАЛ СНЕГ» 16+ 23.30 ПОНЯТЬ. ПРОСТИТЬ 16+ 00.45 «ПОРЧА» 16+ 01.40 «ЗНАХАРКА» 16+ 02.05 ВЕРНУ ЛЮБИМОГО 16+ 02.35 «ГОЛОСА УШЕДШИХ ДУШ» 16+ 03.00 ТЕСТ НА ОТЦОВСТВО 16+ xyxy=(1008,810,1182,1147)
column-divider xyxy=(628,1257,629,2260)
